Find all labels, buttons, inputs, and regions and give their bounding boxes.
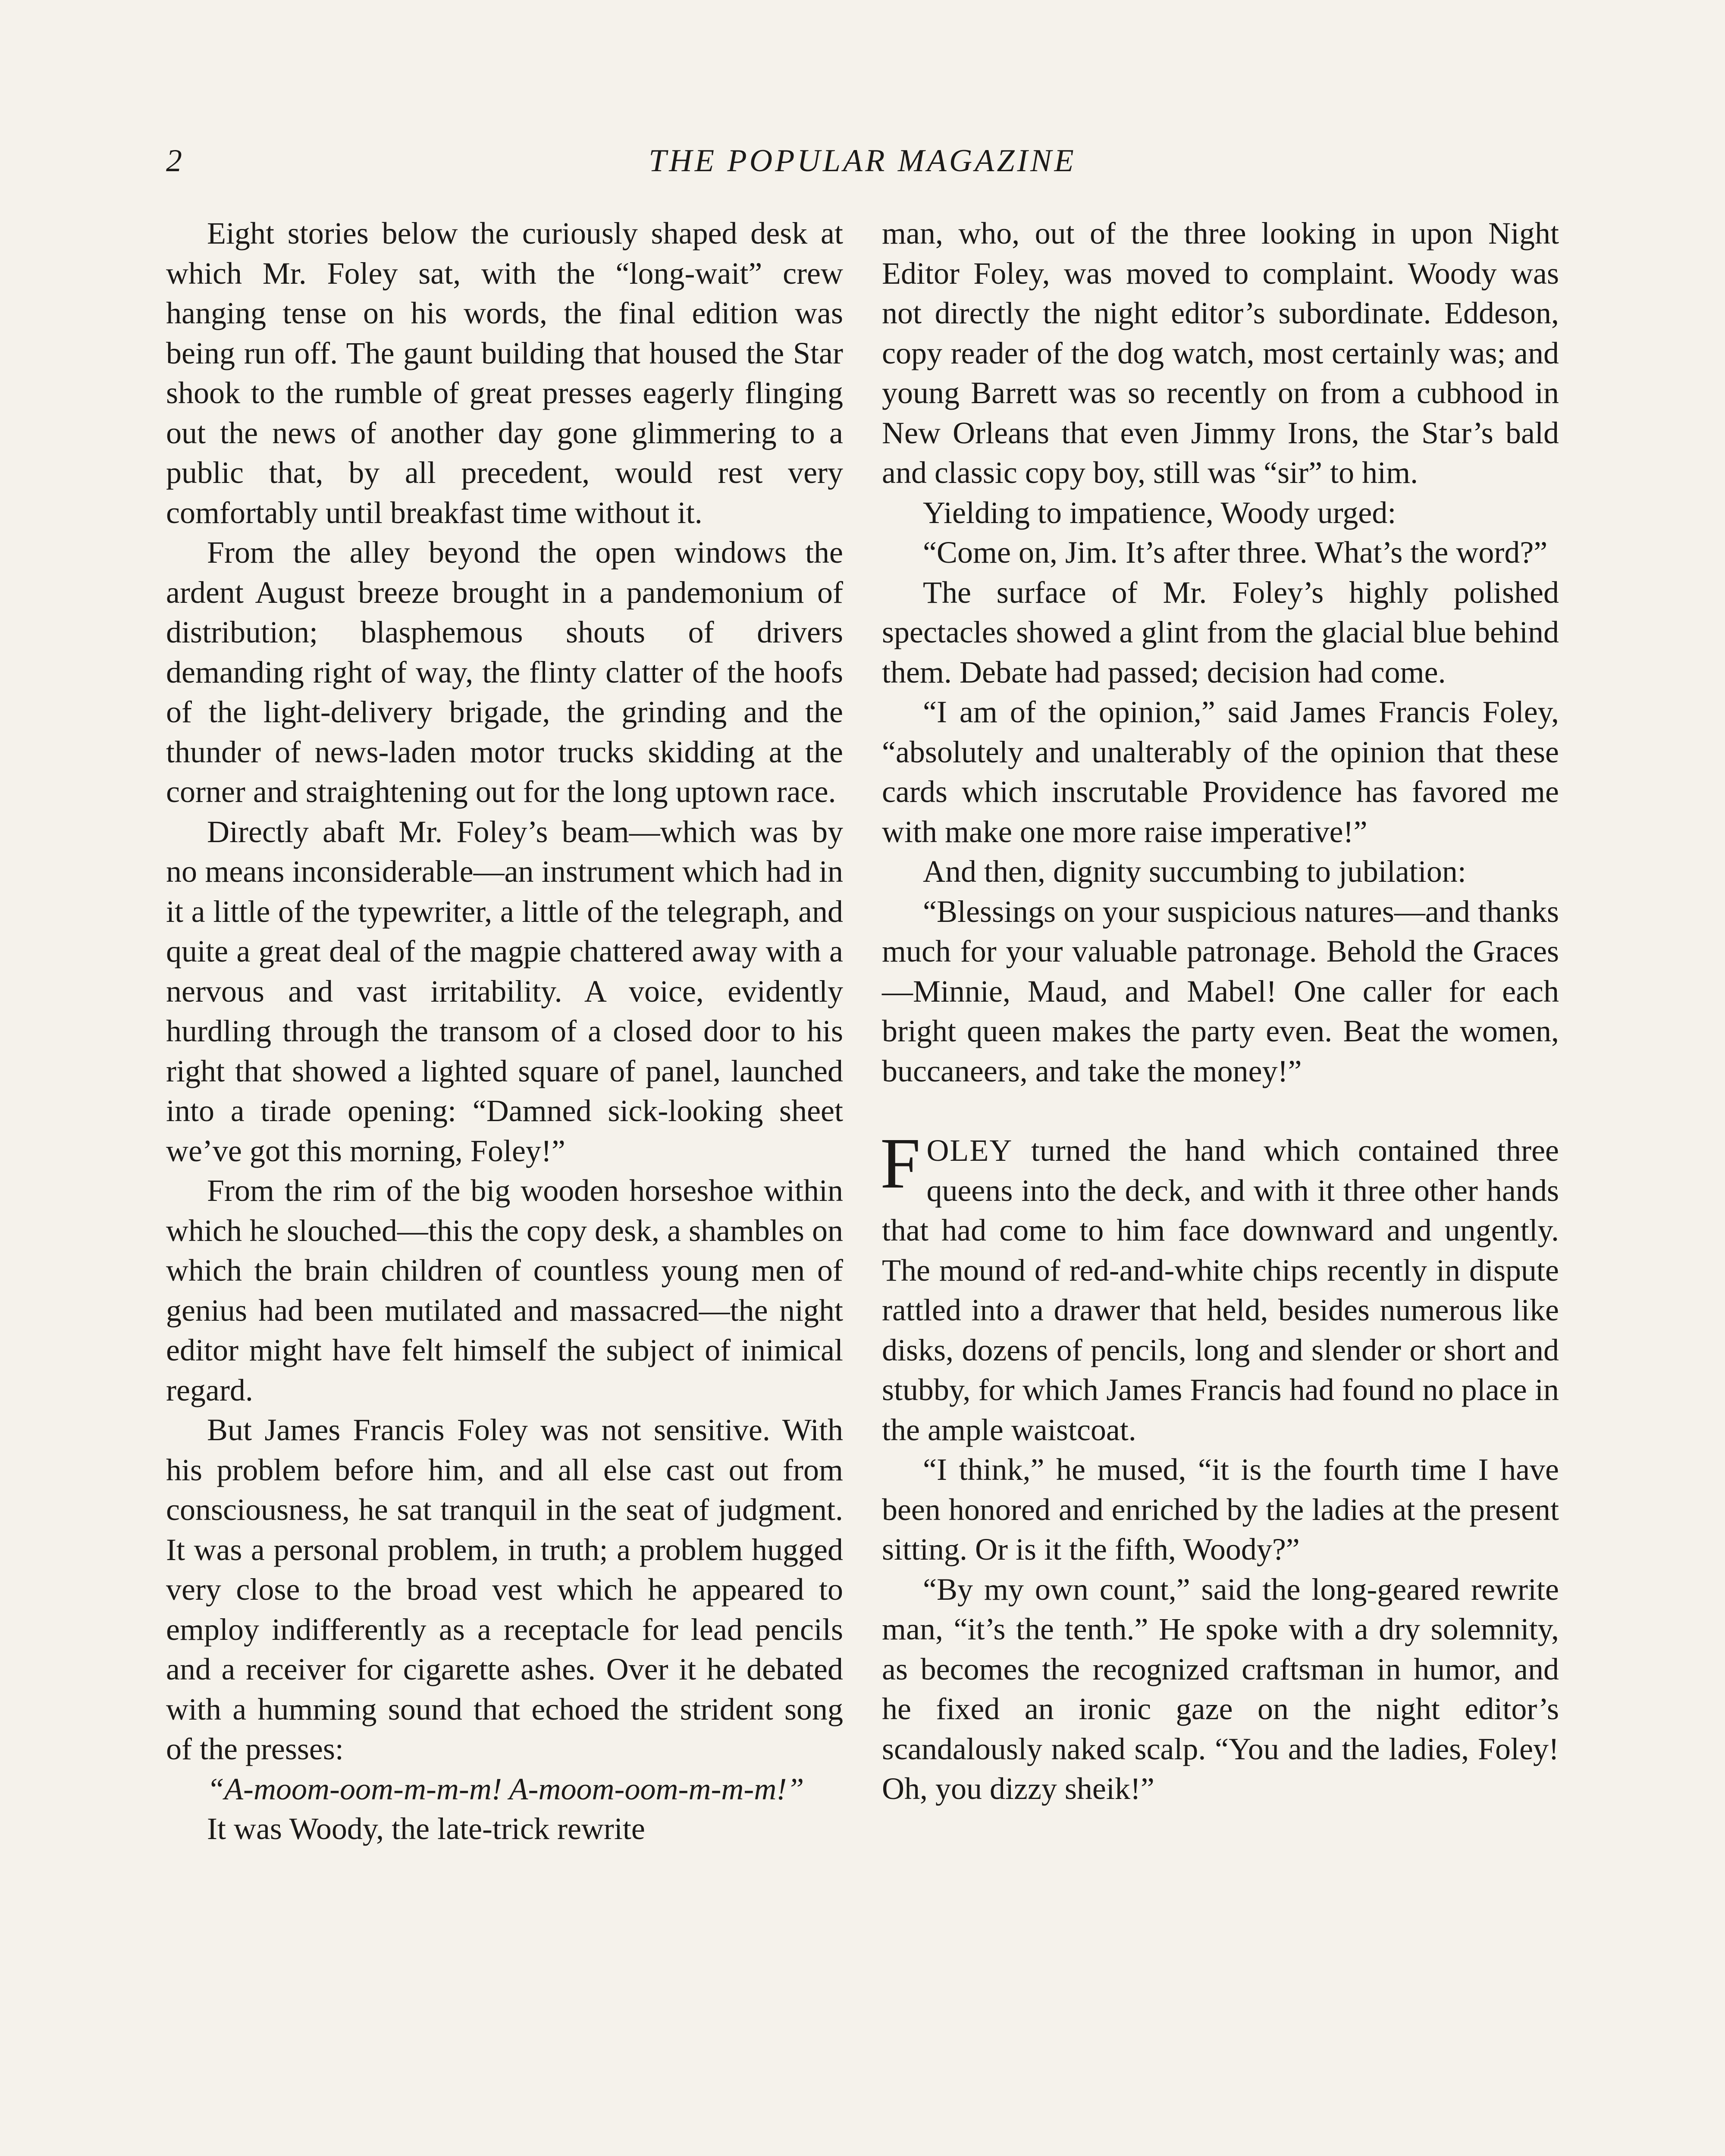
- paragraph: It was Woody, the late-trick rewrite: [207, 1811, 645, 1846]
- running-head: THE POPULAR MAGAZINE: [649, 143, 1076, 179]
- paragraph: But James Francis Foley was not sensitive. With his problem before him, and all else cast out from consciousness, he sat tranquil in the seat of judgment. It was a personal problem, in truth; a problem hugged very close to the broad vest which he appeared to employ indifferently as a receptacle for lead pencils and a receiver for cigarette ashes. Over it he debated with a humming sound that echoed the strident song of the presses:: [166, 1413, 843, 1766]
- left-column: [166, 213, 843, 1849]
- drop-cap: F: [880, 1123, 921, 1203]
- paragraph: From the alley beyond the open windows the ardent August breeze brought in a pandemonium of distribution; blasphemous shouts of drivers demanding right of way, the flinty clatter of the hoofs of the light-delivery brigade, the grinding and the thunder of news-laden motor trucks skidding at the corner and straightening out for the long uptown race.: [166, 535, 843, 809]
- paragraph: “By my own count,” said the long-geared rewrite man, “it’s the tenth.” He spoke with a dry solemnity, as becomes the recognized craftsman in humor, and he fixed an ironic gaze on the night editor’s scandalously naked scalp. “You and the ladies, Foley! Oh, you dizzy sheik!”: [882, 1572, 1559, 1806]
- paragraph: Yielding to impatience, Woody urged:: [923, 495, 1396, 530]
- paragraph: man, who, out of the three looking in upon Night Editor Foley, was moved to complaint. Woody was not directly the night editor’s subordinate. Eddeson, copy reader of the dog watch, most certainly was; and young Barrett was so recently on from a cubhood in New Orleans that even Jimmy Irons, the Star’s bald and classic copy boy, still was “sir” to him.: [882, 216, 1559, 490]
- paragraph: From the rim of the big wooden horseshoe within which he slouched—this the copy desk, a shambles on which the brain children of countless young men of genius had been mutilated and massacred—the night editor might have felt himself the subject of inimical regard.: [166, 1173, 843, 1407]
- paragraph: “Come on, Jim. It’s after three. What’s the word?”: [923, 535, 1548, 570]
- right-column: [882, 213, 1559, 1809]
- paragraph: Directly abaft Mr. Foley’s beam—which was by no means inconsiderable—an instrument which had in it a little of the typewriter, a little of the telegraph, and quite a great deal of the magpie chattered away with a nervous and vast irritability. A voice, evidently hurdling through the transom of a closed door to his right that showed a lighted square of panel, launched into a tirade opening: “Damned sick-looking sheet we’ve got this morning, Foley!”: [166, 814, 843, 1168]
- page-header: [166, 137, 1559, 185]
- paragraph: “I am of the opinion,” said James Francis Foley, “absolutely and unalterably of the opinion that these cards which inscrutable Providence has favored me with make one more raise imperative!”: [882, 695, 1559, 849]
- page-number: 2: [166, 143, 182, 179]
- small-caps-lead: OLEY: [926, 1133, 1013, 1168]
- paragraph: And then, dignity succumbing to jubilation:: [923, 854, 1466, 889]
- paragraph: Eight stories below the curiously shaped desk at which Mr. Foley sat, with the “long-wait” crew hanging tense on his words, the final edition was being run off. The gaunt building that housed the Star shook to the rumble of great presses eagerly flinging out the news of another day gone glimmering to a public that, by all precedent, would rest very comfortably until breakfast time without it.: [166, 216, 843, 530]
- section-start-paragraph: [880, 1123, 1559, 1450]
- humming-quote: “A-moom-oom-m-m-m! A-moom-oom-m-m-m!”: [207, 1771, 804, 1806]
- paragraph-text: turned the hand which contained three queens into the deck, and with it three other hands that had come to him face downward and ungently. The mound of red-and-white chips recently in dispute rattled into a drawer that held, besides numerous like disks, dozens of pencils, long and slender or short and stubby, for which James Francis had found no place in the ample waistcoat.: [882, 1133, 1559, 1447]
- paragraph: “I think,” he mused, “it is the fourth time I have been honored and enriched by the ladies at the present sitting. Or is it the fifth, Woody?”: [882, 1452, 1559, 1567]
- paragraph: The surface of Mr. Foley’s highly polished spectacles showed a glint from the glacial blue behind them. Debate had passed; decision had come.: [882, 575, 1559, 689]
- paragraph: “Blessings on your suspicious natures—and thanks much for your valuable patronage. Behold the Graces—Minnie, Maud, and Mabel! One caller for each bright queen makes the party even. Beat the women, buccaneers, and take the money!”: [882, 894, 1559, 1088]
